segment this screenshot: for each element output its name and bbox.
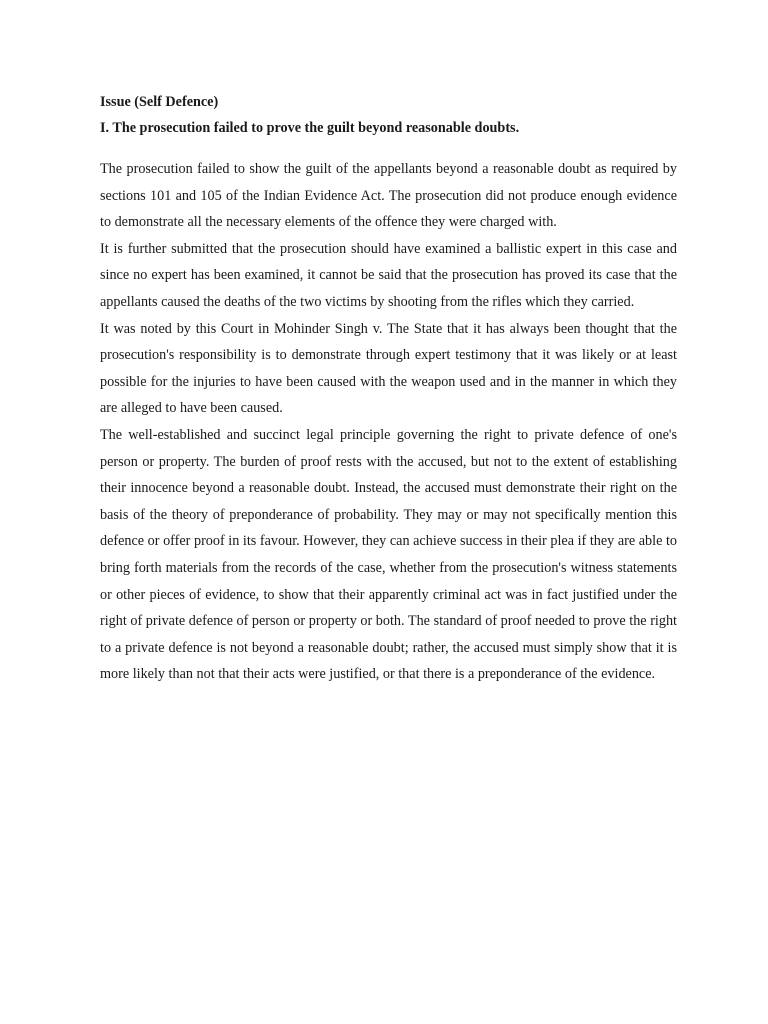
paragraph-ballistic-expert: It is further submitted that the prosecution should have examined a ballistic expert in this case and since no expert has been examined, it cannot be said that the prosecution has proved its case that the appellants caused the deaths of the two victims by shooting from the rifles which they carried. [100, 240, 677, 310]
document-body [100, 156, 677, 688]
paragraph-burden-of-proof: The prosecution failed to show the guilt of the appellants beyond a reasonable doubt as required by sections 101 and 105 of the Indian Evidence Act. The prosecution did not produce enough evidence to demonstrate all the necessary elements of the offence they were charged with. [100, 161, 677, 231]
issue-title: Issue (Self Defence) [100, 94, 219, 110]
paragraph-mohinder-singh: It was noted by this Court in Mohinder Singh v. The State that it has always been thought that the prosecution's responsibility is to demonstrate through expert testimony that it was likely or at least possible for the injuries to have been caused with the weapon used and in the manner in which they are alleged to have been caused. [100, 320, 677, 417]
paragraph-private-defence: The well-established and succinct legal principle governing the right to private defence of one's person or property. The burden of proof rests with the accused, but not to the extent of establishing their innocence beyond a reasonable doubt. Instead, the accused must demonstrate their right on the basis of the theory of preponderance of probability. They may or may not specifically mention this defence or offer proof in its favour. However, they can achieve success in their plea if they are able to bring forth materials from the records of the case, whether from the prosecution's witness statements or other pieces of evidence, to show that their apparently criminal act was in fact justified under the right of private defence of person or property or both. The standard of proof needed to prove the right to a private defence is not beyond a reasonable doubt; rather, the accused must simply show that it is more likely than not that their acts were justified, or that there is a preponderance of the evidence. [100, 426, 677, 683]
section-heading: I. The prosecution failed to prove the guilt beyond reasonable doubts. [100, 120, 520, 136]
document-page [100, 93, 677, 688]
